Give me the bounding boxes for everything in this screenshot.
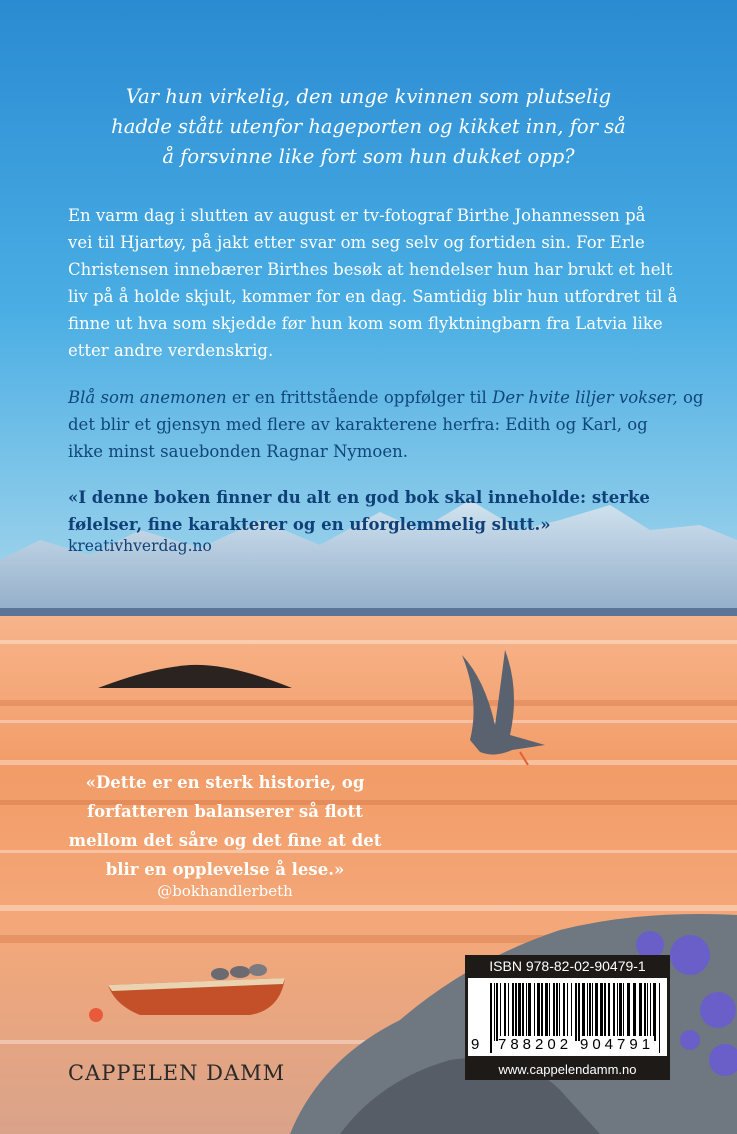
barcode-bar <box>619 983 622 1041</box>
blurb-line: etter andre verdenskrig. <box>68 341 274 360</box>
barcode-bar <box>559 983 560 1041</box>
sequel-line: ikke minst sauebonden Ragnar Nymoen. <box>68 442 408 461</box>
blurb-line: finne ut hva som skjedde før hun kom som flyktningbarn fra Latvia like <box>68 314 663 333</box>
sequel-paragraph <box>68 384 704 465</box>
barcode-bar <box>528 983 531 1041</box>
barcode-bar <box>522 983 524 1041</box>
barcode-bar <box>494 983 495 1041</box>
review-quote <box>68 484 688 538</box>
barcode-digits-left: 788202 <box>498 1036 573 1053</box>
quote-line: «I denne boken finner du alt en god bok skal inneholde: sterke <box>68 488 650 507</box>
sequel-line <box>68 384 704 411</box>
barcode-bar <box>592 983 593 1041</box>
barcode-bar <box>578 983 580 1041</box>
barcode-bar <box>526 983 527 1041</box>
intro-line: å forsvinne like fort som hun dukket opp? <box>162 145 575 168</box>
barcode-bar <box>623 983 624 1041</box>
quote-line: «Dette er en sterk historie, og <box>85 773 365 792</box>
blurb-paragraph <box>68 202 688 364</box>
barcode-bar <box>512 983 514 1041</box>
barcode-bar <box>545 983 548 1041</box>
blurb-line: vei til Hjartøy, på jakt etter svar om seg selv og fortiden sin. For Erle <box>68 233 645 252</box>
barcode-bar <box>515 983 517 1041</box>
sequel-line: det blir et gjensyn med flere av karakterene herfra: Edith og Karl, og <box>68 415 648 434</box>
barcode-bar <box>563 983 565 1041</box>
isbn-barcode-box <box>465 955 670 1080</box>
book-title: Blå som anemonen <box>68 388 227 407</box>
barcode-bar <box>541 983 543 1041</box>
barcode-bar <box>633 983 636 1041</box>
barcode-bar <box>537 983 540 1041</box>
review-source-2: @bokhandlerbeth <box>157 882 293 900</box>
isbn-label: ISBN 978-82-02-90479-1 <box>489 958 646 974</box>
barcode-bar <box>490 983 492 1053</box>
intro-line: hadde stått utenfor hageporten og kikket inn, for så <box>111 115 626 138</box>
barcode-bar <box>575 983 577 1041</box>
quote-line: mellom det såre og det fine at det <box>68 831 382 850</box>
publisher-url: www.cappelendamm.no <box>498 1062 637 1077</box>
review-quote-2 <box>60 768 390 884</box>
quote-line: følelser, fine karakterer og en uforglemmelig slutt.» <box>68 515 551 534</box>
barcode-bar <box>647 983 648 1041</box>
review-source: kreativhverdag.no <box>68 537 212 555</box>
barcode-bar <box>496 983 498 1041</box>
barcode-bar <box>582 983 585 1041</box>
text: er en frittstående oppfølger til <box>226 388 493 407</box>
barcode-bar <box>534 983 535 1041</box>
intro-line: Var hun virkelig, den unge kvinnen som plutselig <box>125 85 612 108</box>
prequel-title: Der hvite liljer vokser, <box>492 388 678 407</box>
barcode <box>468 978 667 1056</box>
barcode-bar <box>659 983 660 1053</box>
quote-line: forfatteren balanserer så flott <box>87 802 363 821</box>
intro-quote <box>0 82 737 172</box>
blurb-line: En varm dag i slutten av august er tv-fotograf Birthe Johannessen på <box>68 206 646 225</box>
barcode-bar <box>600 983 603 1041</box>
barcode-bar <box>587 983 588 1041</box>
blurb-line: Christensen innebærer Birthes besøk at hendelser hun har brukt et helt <box>68 260 673 279</box>
barcode-bar <box>553 983 555 1041</box>
barcode-bar <box>644 983 646 1041</box>
barcode-digits-right: 904791 <box>580 1036 655 1053</box>
barcode-bar <box>627 983 630 1041</box>
barcode-bar <box>518 983 521 1041</box>
barcode-bar <box>508 983 509 1041</box>
barcode-bar <box>650 983 651 1041</box>
barcode-bar <box>556 983 558 1041</box>
barcode-bar <box>617 983 618 1041</box>
text: og <box>677 388 704 407</box>
barcode-bar <box>639 983 642 1041</box>
barcode-bar <box>608 983 610 1041</box>
barcode-bar <box>500 983 501 1041</box>
barcode-digit: 9 <box>471 1036 480 1053</box>
quote-line: blir en opplevelse å lese.» <box>105 860 345 879</box>
barcode-bar <box>589 983 591 1041</box>
barcode-bar <box>595 983 598 1041</box>
barcode-bar <box>549 983 550 1041</box>
barcode-bar <box>653 983 656 1041</box>
barcode-bar <box>613 983 615 1041</box>
blurb-line: liv på å holde skjult, kommer for en dag. Samtidig blir hun utfordret til å <box>68 287 678 306</box>
barcode-bar <box>604 983 606 1041</box>
barcode-bar <box>504 983 506 1041</box>
barcode-bar <box>567 983 568 1041</box>
publisher-logo: CAPPELEN DAMM <box>68 1061 286 1085</box>
